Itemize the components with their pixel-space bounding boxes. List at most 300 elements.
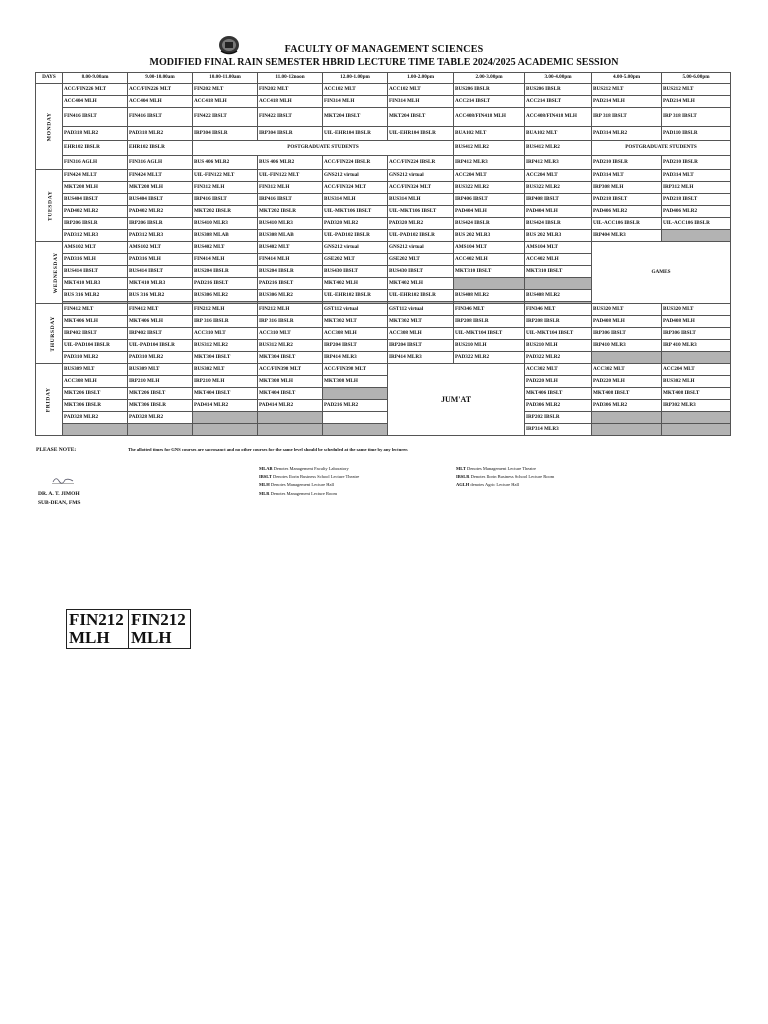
table-cell: ACC/FIN226 MLT [63, 84, 128, 96]
column-header: 8.00-9.00am [63, 73, 128, 84]
table-row [36, 194, 731, 206]
table-cell: MKT406 IBSLT [525, 388, 592, 400]
table-row [36, 388, 731, 400]
table-cell: ACC102 MLT [323, 84, 388, 96]
table-cell: UIL-MKT104 IBSLT [454, 328, 525, 340]
table-cell: PAD408 MLH [592, 316, 662, 328]
table-cell: PAD322 MLR2 [454, 352, 525, 364]
legend-item: MLAB Denotes Management Faculty Laboratory [259, 466, 349, 471]
table-cell: MKT202 IBSLR [193, 206, 258, 218]
table-cell: BUA102 MLT [525, 127, 592, 141]
table-cell: UIL-MKT104 IBSLT [525, 328, 592, 340]
table-cell: GNS212 virtual [388, 242, 454, 254]
legend-item: MLT Denotes Management Lecture Theatre [456, 466, 536, 471]
table-cell: PAD312 MLR3 [128, 230, 193, 242]
table-cell: IRP202 IBSLR [525, 412, 592, 424]
empty-cell [662, 230, 731, 242]
table-cell: PAD318 MLR2 [63, 127, 128, 141]
table-row [36, 84, 731, 96]
table-cell: PAD210 IBSLR [592, 156, 662, 170]
table-cell: PAD328 MLR2 [63, 412, 128, 424]
table-cell: BUS322 MLR2 [454, 182, 525, 194]
table-cell: FIN312 MLH [193, 182, 258, 194]
table-cell: FIN416 IBSLT [63, 108, 128, 127]
table-cell: UIL-PAD102 IBSLR [388, 230, 454, 242]
please-note-label: PLEASE NOTE: [36, 447, 77, 453]
table-cell: BUS402 MLT [193, 242, 258, 254]
table-cell: IRP206 IBSLR [63, 218, 128, 230]
table-row [36, 328, 731, 340]
table-cell: UIL-FIN122 MLT [258, 170, 323, 182]
table-cell: ACC402 MLH [525, 254, 592, 266]
table-cell: IRP204 IBSLT [388, 340, 454, 352]
table-cell: IRP416 IBSLT [193, 194, 258, 206]
table-cell: PAD320 MLR2 [323, 218, 388, 230]
table-cell: UIL-EHR102 IBSLR [388, 290, 454, 302]
table-cell: ACC302 MLT [525, 364, 592, 376]
table-cell: IRP 410 MLR3 [662, 340, 731, 352]
table-cell: BUS 316 MLR2 [63, 290, 128, 302]
table-cell: FIN212 MLH [193, 304, 258, 316]
table-cell: MKT302 MLT [388, 316, 454, 328]
table-cell: PAD414 MLR2 [258, 400, 323, 412]
empty-cell [323, 424, 388, 436]
table-cell: BUS414 IBSLT [128, 266, 193, 278]
table-cell: PAD316 MLH [128, 254, 193, 266]
table-cell: PAD306 MLR2 [592, 400, 662, 412]
table-cell: PAD210 IBSLR [662, 156, 731, 170]
table-cell: BUS320 MLT [592, 304, 662, 316]
table-cell: BUS308 MLAB [193, 230, 258, 242]
table-cell: IRP414 MLR3 [323, 352, 388, 364]
table-cell: MKT310 IBSLT [454, 266, 525, 278]
table-cell: ACC302 MLT [592, 364, 662, 376]
table-cell: IRP208 IBSLR [525, 316, 592, 328]
legend-item: IBSLR Denotes Ilorin Business School Lecture Room [456, 474, 555, 480]
table-cell: PAD404 MLH [525, 206, 592, 218]
table-row [36, 352, 731, 364]
table-cell: BUS212 MLT [662, 84, 731, 96]
table-cell: MKT310 IBSLT [525, 266, 592, 278]
table-row [36, 127, 731, 141]
table-cell: BUS 406 MLR2 [258, 156, 323, 170]
table-cell: ACC214 IBSLT [525, 96, 592, 108]
table-cell: BUS410 MLR3 [193, 218, 258, 230]
table-cell: IRP210 MLH [128, 376, 193, 388]
table-cell: EHR102 IBSLR [63, 141, 128, 156]
table-cell: MKT206 IBSLT [128, 388, 193, 400]
table-cell: ACC404 MLH [128, 96, 193, 108]
table-cell: PAD402 MLR2 [128, 206, 193, 218]
table-cell: BUS430 IBSLT [388, 266, 454, 278]
table-cell: UIL-ACC106 IBSLR [662, 218, 731, 230]
please-note-text: The allotted times for GNS courses are sacrosanct and no other courses for the same level should be scheduled at the same time by any lecturer. [128, 447, 409, 452]
table-cell: MKT404 IBSLT [258, 388, 323, 400]
table-cell: IRP402 IBSLT [128, 328, 193, 340]
table-cell: IRP304 IBSLR [193, 127, 258, 141]
table-cell: BUS408 MLR2 [454, 290, 525, 302]
table-cell: BUS424 IBSLR [525, 218, 592, 230]
table-cell: MKT402 MLH [323, 278, 388, 290]
table-row [36, 242, 731, 254]
table-cell: ACC418 MLH [258, 96, 323, 108]
empty-cell [662, 412, 731, 424]
table-cell: ACC/FIN224 IBSLR [323, 156, 388, 170]
table-cell: PAD406 MLR2 [592, 206, 662, 218]
table-cell: IRP 318 IBSLT [662, 108, 731, 127]
table-cell: FIN412 MLT [128, 304, 193, 316]
table-cell: BUS 406 MLR2 [193, 156, 258, 170]
column-header: DAYS [36, 73, 63, 84]
table-cell: BUS308 MLAB [258, 230, 323, 242]
table-cell: IRP312 MLH [662, 182, 731, 194]
table-cell: BUS408 MLR2 [525, 290, 592, 302]
table-cell: IRP406 IBSLT [454, 194, 525, 206]
table-cell: BUS302 MLH [662, 376, 731, 388]
table-cell: ACC204 MLT [454, 170, 525, 182]
table-cell: GNS212 virtual [323, 170, 388, 182]
table-cell: PAD402 MLR2 [63, 206, 128, 218]
table-cell: UIL-PAD104 IBSLR [63, 340, 128, 352]
table-cell: PAD314 MLT [592, 170, 662, 182]
table-cell: MKT404 IBSLT [193, 388, 258, 400]
table-cell: BUS212 MLT [592, 84, 662, 96]
empty-cell [525, 278, 592, 290]
table-cell: MKT302 MLT [323, 316, 388, 328]
table-cell: FIN316 AGLH [128, 156, 193, 170]
table-cell: MKT406 MLH [128, 316, 193, 328]
table-cell: PAD314 MLT [662, 170, 731, 182]
table-cell: UIL-MKT106 IBSLT [323, 206, 388, 218]
table-cell: BUS412 MLR2 [454, 141, 525, 156]
table-cell: ACC418 MLH [193, 96, 258, 108]
table-cell: MKT402 MLH [388, 278, 454, 290]
table-cell: MKT308 MLH [323, 376, 388, 388]
table-cell: PAD220 MLH [592, 376, 662, 388]
table-cell: AMS104 MLT [525, 242, 592, 254]
table-cell: BUS206 IBSLR [454, 84, 525, 96]
table-cell: GSE202 MLT [323, 254, 388, 266]
zoomed-cells [66, 609, 191, 649]
table-cell: ACC408/FIN418 MLH [525, 108, 592, 127]
table-cell: BUS312 MLR2 [258, 340, 323, 352]
table-cell: PAD218 IBSLT [592, 194, 662, 206]
legend-right [456, 465, 554, 490]
table-row [36, 230, 731, 242]
column-header: 1.00-2.00pm [388, 73, 454, 84]
table-cell: ACC204 MLT [525, 170, 592, 182]
table-cell: UIL-ACC106 IBSLR [592, 218, 662, 230]
table-cell: BUS404 IBSLT [128, 194, 193, 206]
table-cell: IRP208 IBSLR [454, 316, 525, 328]
empty-cell [193, 412, 258, 424]
table-cell: UIL-MKT106 IBSLT [388, 206, 454, 218]
empty-cell [592, 424, 662, 436]
table-cell: UIL-EHR102 IBSLR [323, 290, 388, 302]
table-row [36, 304, 731, 316]
postgraduate-students-banner: POSTGRADUATE STUDENTS [592, 141, 731, 156]
table-cell: BUS210 MLH [454, 340, 525, 352]
table-cell: FIN346 MLT [525, 304, 592, 316]
empty-cell [323, 412, 388, 424]
table-cell: FIN202 MLT [193, 84, 258, 96]
table-cell: MKT410 MLR3 [128, 278, 193, 290]
table-cell: BUS314 MLH [388, 194, 454, 206]
table-cell: IRP308 MLH [592, 182, 662, 194]
table-cell: ACC204 MLT [662, 364, 731, 376]
table-cell: ACC/FIN226 MLT [128, 84, 193, 96]
legend-item: MLH Denotes Management Lecture Hall [259, 482, 334, 488]
table-cell: FIN316 AGLH [63, 156, 128, 170]
table-cell: UIL-PAD102 IBSLR [323, 230, 388, 242]
table-cell: BUS204 IBSLR [193, 266, 258, 278]
table-cell: FIN202 MLT [258, 84, 323, 96]
games-block: GAMES [592, 242, 731, 304]
signature-icon [52, 475, 74, 485]
table-cell: BUS312 MLR2 [193, 340, 258, 352]
table-cell: GSE202 MLT [388, 254, 454, 266]
table-cell: IRP408 IBSLT [525, 194, 592, 206]
table-cell: GNS212 virtual [323, 242, 388, 254]
legend-item: AGLH denotes Agric Lecture Hall [456, 482, 519, 488]
table-cell: IRP412 MLR3 [454, 156, 525, 170]
table-cell: MKT204 IBSLT [388, 108, 454, 127]
table-cell: PAD110 IBSLR [662, 127, 731, 141]
jumat-prayer-block: JUM'AT [388, 364, 525, 436]
table-cell: PAD216 IBSLT [193, 278, 258, 290]
table-cell: BUS306 MLR2 [258, 290, 323, 302]
column-header: 9.00-10.00am [128, 73, 193, 84]
table-cell: FIN422 IBSLT [258, 108, 323, 127]
table-cell: FIN314 MLH [323, 96, 388, 108]
table-cell: MKT206 IBSLT [63, 388, 128, 400]
table-cell: IRP410 MLR3 [592, 340, 662, 352]
table-cell: MKT208 MLH [63, 182, 128, 194]
table-cell: ACC/FIN324 MLT [388, 182, 454, 194]
table-cell: PAD310 MLR2 [63, 352, 128, 364]
zoom-cell: FIN212 MLH [67, 610, 129, 649]
table-cell: FIN314 MLH [388, 96, 454, 108]
table-cell: BUS302 MLT [193, 364, 258, 376]
column-header: 12.00-1.00pm [323, 73, 388, 84]
table-cell: BUS204 IBSLR [258, 266, 323, 278]
table-cell: ACC/FIN398 MLT [258, 364, 323, 376]
table-cell: PAD214 MLH [592, 96, 662, 108]
table-row [36, 218, 731, 230]
table-row [36, 364, 731, 376]
zoom-cell: FIN212 MLH [129, 610, 191, 649]
legend-item: IBSLT Denotes Ilorin Business School Lecture Theatre [259, 474, 360, 480]
table-cell: MKT408 IBSLT [592, 388, 662, 400]
table-cell: BUS424 IBSLR [454, 218, 525, 230]
table-cell: GST112 virtual [388, 304, 454, 316]
table-row [36, 400, 731, 412]
table-cell: FIN424 MLLT [63, 170, 128, 182]
table-cell: AMS104 MLT [454, 242, 525, 254]
legend-left [259, 465, 359, 498]
table-cell: PAD220 MLH [525, 376, 592, 388]
signatory-name: DR. A. T. JIMOH [38, 491, 80, 497]
empty-cell [63, 424, 128, 436]
table-cell: IRP402 IBSLT [63, 328, 128, 340]
table-cell: GST112 virtual [323, 304, 388, 316]
day-label-friday: FRIDAY [36, 364, 63, 436]
table-cell: MKT408 IBSLT [662, 388, 731, 400]
day-label-tuesday: TUESDAY [36, 170, 63, 242]
table-cell: IRP314 MLR3 [525, 424, 592, 436]
table-cell: IRP412 MLR3 [525, 156, 592, 170]
signatory-title: SUB-DEAN, FMS [38, 499, 81, 506]
table-cell: PAD414 MLR2 [193, 400, 258, 412]
table-cell: ACC308 MLH [323, 328, 388, 340]
table-cell: BUS410 MLR3 [258, 218, 323, 230]
table-cell: IRP302 MLR3 [662, 400, 731, 412]
table-cell: BUS414 IBSLT [63, 266, 128, 278]
empty-cell [258, 424, 323, 436]
table-cell: MKT306 IBSLR [128, 400, 193, 412]
postgraduate-students-banner: POSTGRADUATE STUDENTS [193, 141, 454, 156]
day-label-thursday: THURSDAY [36, 304, 63, 364]
table-cell: FIN424 MLLT [128, 170, 193, 182]
table-cell: BUS412 MLR2 [525, 141, 592, 156]
table-cell: PAD408 MLH [662, 316, 731, 328]
table-cell: ACC408/FIN418 MLH [454, 108, 525, 127]
table-cell: MKT308 MLH [258, 376, 323, 388]
table-cell: PAD218 IBSLT [662, 194, 731, 206]
column-header: 4.00-5.00pm [592, 73, 662, 84]
table-row [36, 156, 731, 170]
table-cell: PAD316 MLH [63, 254, 128, 266]
table-cell: FIN416 IBSLT [128, 108, 193, 127]
table-cell: PAD312 MLR3 [63, 230, 128, 242]
table-cell: MKT202 IBSLR [258, 206, 323, 218]
table-cell: ACC214 IBSLT [454, 96, 525, 108]
table-cell: UIL-EHR104 IBSLR [388, 127, 454, 141]
table-cell: ACC402 MLH [454, 254, 525, 266]
table-cell: BUS210 MLH [525, 340, 592, 352]
table-cell: FIN414 MLH [258, 254, 323, 266]
table-cell: IRP 318 IBSLT [592, 108, 662, 127]
table-cell: ACC310 MLT [258, 328, 323, 340]
table-cell: IRP 316 IBSLR [193, 316, 258, 328]
table-cell: PAD310 MLR2 [128, 352, 193, 364]
empty-cell [662, 424, 731, 436]
table-row [36, 141, 731, 156]
table-row [36, 108, 731, 127]
table-cell: FIN312 MLH [258, 182, 323, 194]
table-cell: IRP404 MLR3 [592, 230, 662, 242]
table-cell: AMS102 MLT [128, 242, 193, 254]
day-label-monday: MONDAY [36, 84, 63, 170]
table-cell: IRP 316 IBSLR [258, 316, 323, 328]
table-cell: BUS402 MLT [258, 242, 323, 254]
table-cell: MKT204 IBSLT [323, 108, 388, 127]
empty-cell [258, 412, 323, 424]
table-cell: MKT304 IBSLT [193, 352, 258, 364]
column-header: 3.00-4.00pm [525, 73, 592, 84]
table-cell: BUS 316 MLR2 [128, 290, 193, 302]
table-cell: IRP306 IBSLT [662, 328, 731, 340]
empty-cell [662, 352, 731, 364]
empty-cell [323, 388, 388, 400]
table-cell: PAD320 MLR2 [388, 218, 454, 230]
header-row [36, 73, 731, 84]
table-row [36, 412, 731, 424]
table-cell: PAD406 MLR2 [662, 206, 731, 218]
table-cell: BUS306 MLR2 [193, 290, 258, 302]
table-cell: MKT406 MLH [63, 316, 128, 328]
table-row [36, 376, 731, 388]
table-cell: BUS314 MLH [323, 194, 388, 206]
table-cell: ACC/FIN324 MLT [323, 182, 388, 194]
table-cell: BUS 202 MLR3 [454, 230, 525, 242]
table-row [36, 316, 731, 328]
table-row [36, 96, 731, 108]
table-row [36, 170, 731, 182]
table-cell: ACC/FIN224 IBSLR [388, 156, 454, 170]
table-cell: BUS322 MLR2 [525, 182, 592, 194]
table-cell: ACC310 MLT [193, 328, 258, 340]
table-cell: BUS320 MLT [662, 304, 731, 316]
table-cell: PAD404 MLH [454, 206, 525, 218]
table-row [36, 182, 731, 194]
table-cell: FIN412 MLT [63, 304, 128, 316]
table-cell: MKT306 IBSLR [63, 400, 128, 412]
day-label-wednesday: WEDNESDAY [36, 242, 63, 304]
column-header: 11.00-12noon [258, 73, 323, 84]
column-header: 10.00-11.00am [193, 73, 258, 84]
table-cell: PAD318 MLR2 [128, 127, 193, 141]
table-cell: BUA102 MLT [454, 127, 525, 141]
empty-cell [454, 278, 525, 290]
table-cell: PAD214 MLH [662, 96, 731, 108]
table-cell: EHR102 IBSLR [128, 141, 193, 156]
signatory-block [38, 490, 80, 507]
column-header: 2.00-3.00pm [454, 73, 525, 84]
empty-cell [128, 424, 193, 436]
table-row [36, 206, 731, 218]
table-cell: IRP414 MLR3 [388, 352, 454, 364]
table-cell: BUS206 IBSLR [525, 84, 592, 96]
column-header: 5.00-6.00pm [662, 73, 731, 84]
table-cell: PAD322 MLR2 [525, 352, 592, 364]
timetable [35, 72, 731, 436]
table-cell: MKT208 MLH [128, 182, 193, 194]
table-cell: IRP304 IBSLR [258, 127, 323, 141]
empty-cell [592, 352, 662, 364]
table-cell: FIN414 MLH [193, 254, 258, 266]
table-cell: BUS309 MLT [63, 364, 128, 376]
table-cell: BUS404 IBSLT [63, 194, 128, 206]
table-cell: BUS309 MLT [128, 364, 193, 376]
table-cell: IRP204 IBSLT [323, 340, 388, 352]
table-cell: IRP206 IBSLR [128, 218, 193, 230]
table-cell: IRP210 MLH [193, 376, 258, 388]
table-cell: GNS212 virtual [388, 170, 454, 182]
table-cell: IRP416 IBSLT [258, 194, 323, 206]
table-cell: PAD216 IBSLT [258, 278, 323, 290]
table-cell: UIL-FIN122 MLT [193, 170, 258, 182]
legend-item: MLR Denotes Management Lecture Room [259, 490, 337, 496]
table-cell: ACC/FIN398 MLT [323, 364, 388, 376]
table-cell: ACC102 MLT [388, 84, 454, 96]
table-cell: UIL-EHR104 IBSLR [323, 127, 388, 141]
table-cell: PAD328 MLR2 [128, 412, 193, 424]
table-cell: ACC308 MLH [63, 376, 128, 388]
table-row [36, 424, 731, 436]
table-cell: MKT410 MLR3 [63, 278, 128, 290]
table-cell: FIN422 IBSLT [193, 108, 258, 127]
